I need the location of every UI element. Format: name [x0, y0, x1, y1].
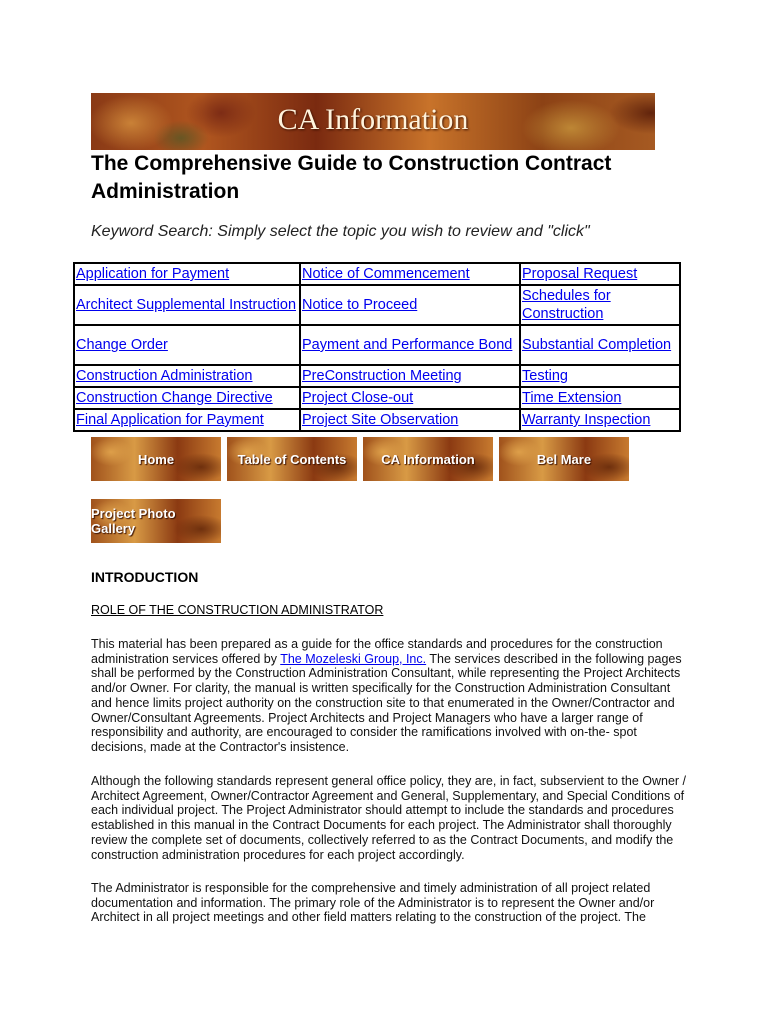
intro-paragraph-1 [91, 637, 691, 755]
table-row [74, 263, 680, 285]
topic-link[interactable]: Final Application for Payment [76, 412, 264, 428]
table-row [74, 285, 680, 325]
home-button[interactable]: Home [91, 437, 221, 481]
topic-link[interactable]: Testing [522, 368, 568, 384]
topic-link[interactable]: Change Order [76, 337, 168, 353]
paragraph-text: The services described in the following pages shall be performed by the Construction Administration Consultant, while representing the Project Architects and/or Owner. For clarity, the manual is written specifically for the Construction Administration Consultant and hence limits project authority on the construction site to that enumerated in the Owner/Contractor and Owner/Consultant Agreements. Project Architects and Project Managers who have a larger range of responsibility and authority, are encouraged to consider the ramifications involved with on-the- spot decisions, made at the Contractor's insistence. [91, 651, 682, 754]
project-photo-gallery-button[interactable]: Project Photo Gallery [91, 499, 221, 543]
page-title: The Comprehensive Guide to Construction Contract Administration [91, 152, 612, 203]
table-row [74, 409, 680, 431]
topic-link-table [73, 262, 681, 432]
topic-link[interactable]: Notice to Proceed [302, 297, 418, 313]
table-row [74, 365, 680, 387]
topic-link[interactable]: Time Extension [522, 390, 622, 406]
banner-title: CA Information [277, 103, 469, 136]
topic-link[interactable]: Project Close-out [302, 390, 414, 406]
ca-information-banner [91, 93, 655, 150]
topic-link[interactable]: PreConstruction Meeting [302, 368, 462, 384]
bel-mare-button[interactable]: Bel Mare [499, 437, 629, 481]
topic-link[interactable]: Construction Administration [76, 368, 253, 384]
topic-link[interactable]: Substantial Completion [522, 337, 672, 353]
ca-information-button[interactable]: CA Information [363, 437, 493, 481]
role-heading: ROLE OF THE CONSTRUCTION ADMINISTRATOR [91, 603, 384, 617]
keyword-search-hint: Keyword Search: Simply select the topic you wish to review and "click" [91, 223, 590, 240]
intro-paragraph-3: The Administrator is responsible for the comprehensive and timely administration of all project related documentation and information. The primary role of the Administrator is to represent the Owner and/or Architect in all project meetings and other field matters relating to the construction of the project. The [91, 881, 655, 925]
topic-link[interactable]: Project Site Observation [302, 412, 459, 428]
topic-link[interactable]: Warranty Inspection [522, 412, 651, 428]
topic-link[interactable]: Application for Payment [76, 266, 230, 282]
topic-link[interactable]: Construction Change Directive [76, 390, 273, 406]
table-row [74, 387, 680, 409]
intro-paragraph-2: Although the following standards represent general office policy, they are, in fact, subservient to the Owner / Architect Agreement, Owner/Contractor Agreement and General, Supplementary, and Special Conditions of each individual project. The Project Administrator should attempt to include the standards and procedures established in this manual in the Contract Documents for each project. The Administrator shall thoroughly review the complete set of documents, collectively referred to as the Contract Documents, and modify the construction administration procedures for each project accordingly. [91, 774, 687, 862]
paragraph-text: This material has been prepared as a guide for the office standards and procedures for the construction administration services offered by [91, 637, 663, 666]
table-of-contents-button[interactable]: Table of Contents [227, 437, 357, 481]
topic-link[interactable]: Proposal Request [522, 266, 638, 282]
introduction-heading: INTRODUCTION [91, 569, 199, 585]
topic-link[interactable]: Payment and Performance Bond [302, 337, 513, 353]
topic-link[interactable]: Architect Supplemental Instruction [76, 297, 297, 313]
topic-link[interactable]: Notice of Commencement [302, 266, 470, 282]
mozeleski-group-link[interactable]: The Mozeleski Group, Inc. [280, 651, 427, 666]
table-row [74, 325, 680, 365]
topic-link[interactable]: Schedules for Construction [522, 288, 611, 322]
